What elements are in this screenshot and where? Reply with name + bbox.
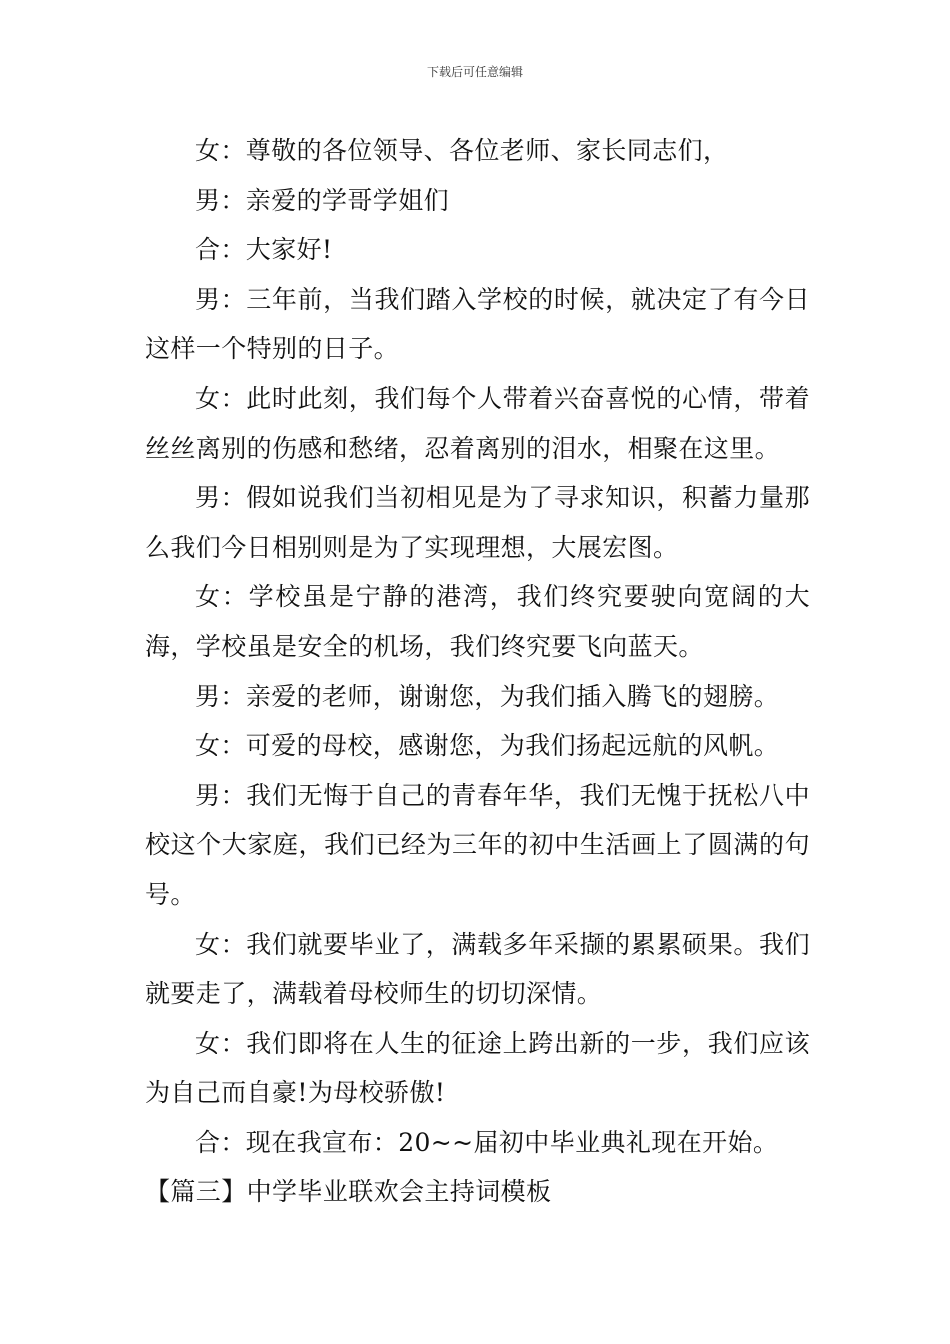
paragraph: 女：尊敬的各位领导、各位老师、家长同志们， (195, 136, 729, 165)
paragraph: 男：我们无悔于自己的青春年华，我们无愧于抚松八中校这个大家庭，我们已经为三年的初中生活画上了圆满的句号。 (145, 780, 810, 909)
paragraph: 女：我们即将在人生的征途上跨出新的一步，我们应该为自己而自豪!为母校骄傲! (145, 1028, 810, 1108)
paragraph: 女：我们就要毕业了，满载多年采撷的累累硕果。我们就要走了，满载着母校师生的切切深情。 (145, 929, 810, 1009)
paragraph: 合：大家好! (195, 235, 333, 265)
paragraph: 合：现在我宣布：20~~届初中毕业典礼现在开始。 (195, 1127, 779, 1157)
paragraph: 女：学校虽是宁静的港湾，我们终究要驶向宽阔的大海，学校虽是安全的机场，我们终究要飞向蓝天。 (145, 582, 810, 661)
paragraph: 女：此时此刻，我们每个人带着兴奋喜悦的心情，带着丝丝离别的伤感和愁绪，忍着离别的泪水，相聚在这里。 (145, 383, 810, 463)
section-heading: 【篇三】中学毕业联欢会主持词模板 (145, 1177, 552, 1207)
page-header-note: 下载后可任意编辑 (426, 65, 523, 79)
paragraph: 男：三年前，当我们踏入学校的时候，就决定了有今日这样一个特别的日子。 (145, 284, 810, 364)
paragraph: 男：亲爱的学哥学姐们 (195, 185, 450, 215)
paragraph: 男：假如说我们当初相见是为了寻求知识，积蓄力量那么我们今日相别则是为了实现理想，大展宏图。 (145, 483, 810, 562)
document-body (145, 126, 810, 1217)
paragraph: 男：亲爱的老师，谢谢您，为我们插入腾飞的翅膀。 (195, 681, 780, 711)
paragraph: 女：可爱的母校，感谢您，为我们扬起远航的风帆。 (195, 731, 780, 761)
